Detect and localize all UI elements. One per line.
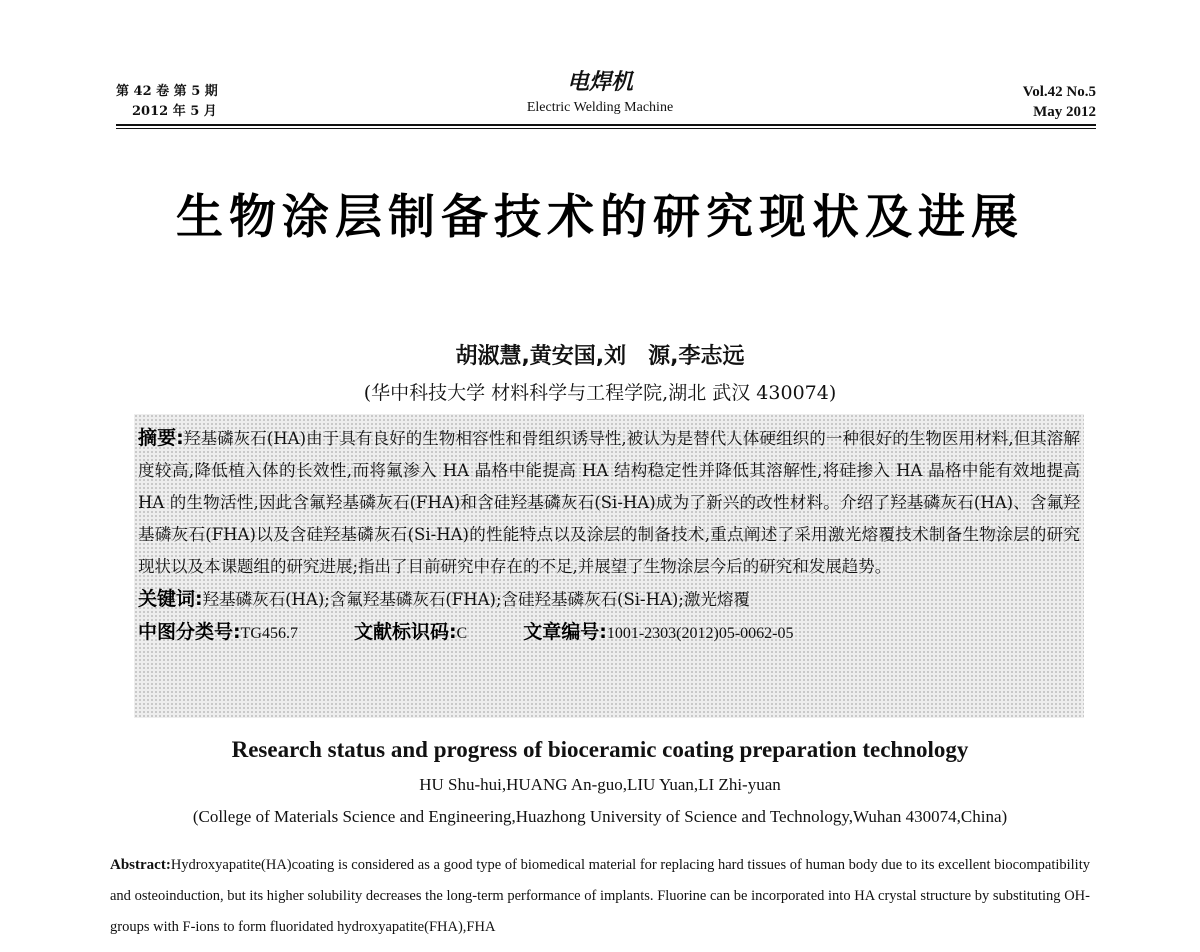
doc-code-label: 文献标识码: <box>353 621 457 643</box>
volume-issue-en: Vol.42 No.5 <box>1022 84 1096 100</box>
english-abstract-body: Hydroxyapatite(HA)coating is considered as a good type of biomedical material for replacing hard tissues of human body due to its excellent biocompatibility and osteoinduction, but its higher solubility decreases the long-term performance of implants. Fluorine can be incorporated into HA crystal structure by substituting OH-groups with F-ions to form fluoridated hydroxyapatite(FHA),FHA <box>110 857 1090 935</box>
classification-line <box>134 616 1084 650</box>
english-affiliation: (College of Materials Science and Engineering,Huazhong University of Science and Technology,Wuhan 430074,China) <box>192 807 1008 826</box>
keywords-label: 关键词: <box>138 588 203 610</box>
english-title: Research status and progress of bioceramic coating preparation technology <box>231 737 969 762</box>
author-affiliation: (华中科技大学 材料科学与工程学院,湖北 武汉 430074) <box>363 382 837 404</box>
header-center <box>0 66 1200 118</box>
issue-date-en: May 2012 <box>1033 104 1096 120</box>
english-abstract <box>110 850 1090 943</box>
doc-code-value: C <box>456 625 468 642</box>
abstract-cn <box>134 414 1084 583</box>
article-number-value: 1001-2303(2012)05-0062-05 <box>606 625 794 642</box>
abstract-label: 摘要: <box>138 427 184 449</box>
clc-label: 中图分类号: <box>138 621 241 643</box>
journal-name-en: Electric Welding Machine <box>526 100 674 115</box>
journal-name-cn: 电焊机 <box>566 69 633 95</box>
issue-date: 2012 年 5 月 <box>132 104 217 119</box>
header-rule-thin <box>116 128 1096 129</box>
abstract-body: 羟基磷灰石(HA)由于具有良好的生物相容性和骨组织诱导性,被认为是替代人体硬组织的一种很好的生物医用材料,但其溶解度较高,降低植入体的长效性,而将氟渗入 HA 晶格中能提高 HA 结构稳定性并降低其溶解性,将硅掺入 HA 晶格中能有效地提高 HA 的生物活性,因此含氟羟基磷灰石(FHA)和含硅羟基磷灰石(Si-HA)成为了新兴的改性材料。介绍了羟基磷灰石(HA)、含氟羟基磷灰石(FHA)以及含硅羟基磷灰石(Si-HA)的性能特点以及涂层的制备技术,重点阐述了采用激光熔覆技术制备生物涂层的研究现状以及本课题组的研究进展;指出了目前研究中存在的不足,并展望了生物涂层今后的研究和发展趋势。 <box>138 429 1080 576</box>
clc-value: TG456.7 <box>240 625 298 642</box>
author-list: 胡淑慧,黄安国,刘 源,李志远 <box>455 344 745 369</box>
volume-issue: 第 42 卷 第 5 期 <box>116 84 218 99</box>
keywords-cn <box>134 583 1084 616</box>
header-rule <box>116 124 1096 126</box>
english-abstract-label: Abstract: <box>110 857 171 873</box>
english-authors: HU Shu-hui,HUANG An-guo,LIU Yuan,LI Zhi-yuan <box>419 775 781 794</box>
header-right <box>1023 82 1096 122</box>
paper-title: 生物涂层制备技术的研究现状及进展 <box>176 190 1024 245</box>
keywords-text: 羟基磷灰石(HA);含氟羟基磷灰石(FHA);含硅羟基磷灰石(Si-HA);激光熔覆 <box>202 590 750 609</box>
article-number-label: 文章编号: <box>523 621 607 643</box>
abstract-box <box>134 414 1084 718</box>
